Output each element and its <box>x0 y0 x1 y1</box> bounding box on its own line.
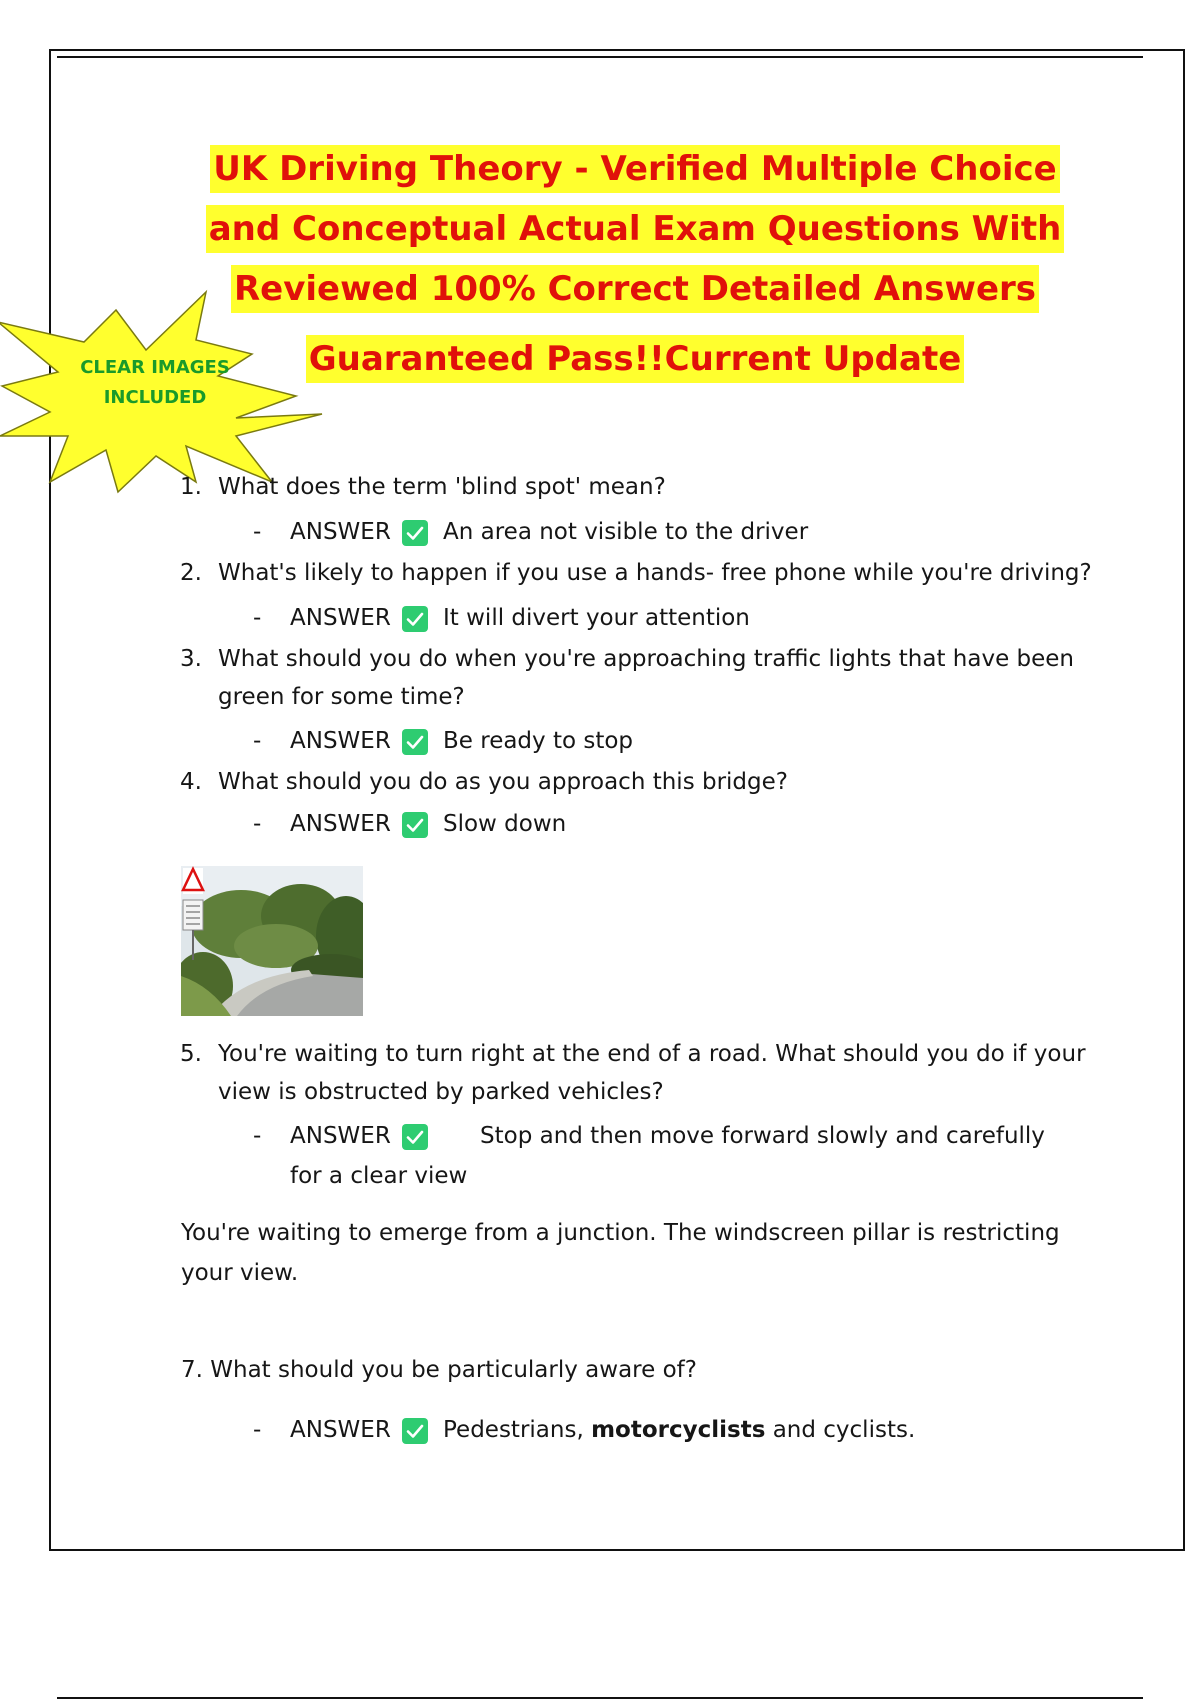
answer-5 <box>253 1116 1073 1196</box>
answer-label: ANSWER <box>290 519 391 545</box>
answer-label: ANSWER <box>290 811 391 837</box>
answer-2 <box>253 598 1093 638</box>
scenario-paragraph: You're waiting to emerge from a junction. The windscreen pillar is restricting your view. <box>181 1220 1060 1286</box>
answer-text: Stop and then move forward slowly and carefully for a clear view <box>290 1123 1045 1189</box>
answer-text <box>443 1410 1093 1450</box>
title-line-1: UK Driving Theory - Verified Multiple Choice <box>210 145 1059 193</box>
answer-label: ANSWER <box>290 728 391 754</box>
answer-dash: - <box>253 519 262 545</box>
bridge-road-photo <box>181 866 363 1016</box>
question-4 <box>180 763 1100 801</box>
question-number: 5. <box>180 1041 202 1067</box>
answer-dash: - <box>253 1123 262 1149</box>
answer-label: ANSWER <box>290 605 391 631</box>
answer-text-bold: motorcyclists <box>591 1417 766 1443</box>
badge-line-2: INCLUDED <box>103 387 207 408</box>
answer-4 <box>253 804 1093 844</box>
question-5 <box>180 1035 1100 1111</box>
check-box-icon <box>402 812 428 838</box>
answer-7 <box>253 1410 1093 1450</box>
check-box-icon <box>402 1418 428 1444</box>
check-box-icon <box>402 520 428 546</box>
answer-text: Slow down <box>443 811 567 837</box>
question-number: 2. <box>180 560 202 586</box>
question-3 <box>180 640 1100 716</box>
check-box-icon <box>402 1124 428 1150</box>
question-text: You're waiting to turn right at the end of a road. What should you do if your view is obstructed by parked vehicles? <box>218 1041 1086 1105</box>
title-line-2: and Conceptual Actual Exam Questions With <box>206 205 1065 253</box>
answer-text: Be ready to stop <box>443 728 634 754</box>
answer-dash: - <box>253 1417 262 1443</box>
question-number: 4. <box>180 769 202 795</box>
title-line-4: Guaranteed Pass!!Current Update <box>306 335 965 383</box>
question-number: 3. <box>180 646 202 672</box>
question-text: What's likely to happen if you use a hands- free phone while you're driving? <box>218 560 1092 586</box>
check-box-icon <box>402 729 428 755</box>
title-line-3: Reviewed 100% Correct Detailed Answers <box>231 265 1039 313</box>
answer-text-part-1: Pedestrians, <box>443 1417 592 1443</box>
answer-dash: - <box>253 605 262 631</box>
question-2 <box>180 554 1100 592</box>
question-text: What should you do as you approach this bridge? <box>218 769 788 795</box>
answer-label: ANSWER <box>290 1417 391 1443</box>
answer-dash: - <box>253 728 262 754</box>
answer-text-part-2: and cyclists. <box>765 1417 916 1443</box>
question-1 <box>180 468 1100 506</box>
answer-dash: - <box>253 811 262 837</box>
question-number: 1. <box>180 474 202 500</box>
answer-label: ANSWER <box>290 1123 391 1149</box>
question-text: What does the term 'blind spot' mean? <box>218 474 666 500</box>
answer-3 <box>253 721 1093 761</box>
question-text: What should you do when you're approaching traffic lights that have been green for some time? <box>218 646 1075 710</box>
badge-line-1: CLEAR IMAGES <box>80 357 230 378</box>
answer-text: It will divert your attention <box>443 605 750 631</box>
check-box-icon <box>402 606 428 632</box>
answer-text: An area not visible to the driver <box>443 519 809 545</box>
question-7-text: 7. What should you be particularly aware of? <box>181 1357 697 1383</box>
answer-1 <box>253 512 1093 552</box>
